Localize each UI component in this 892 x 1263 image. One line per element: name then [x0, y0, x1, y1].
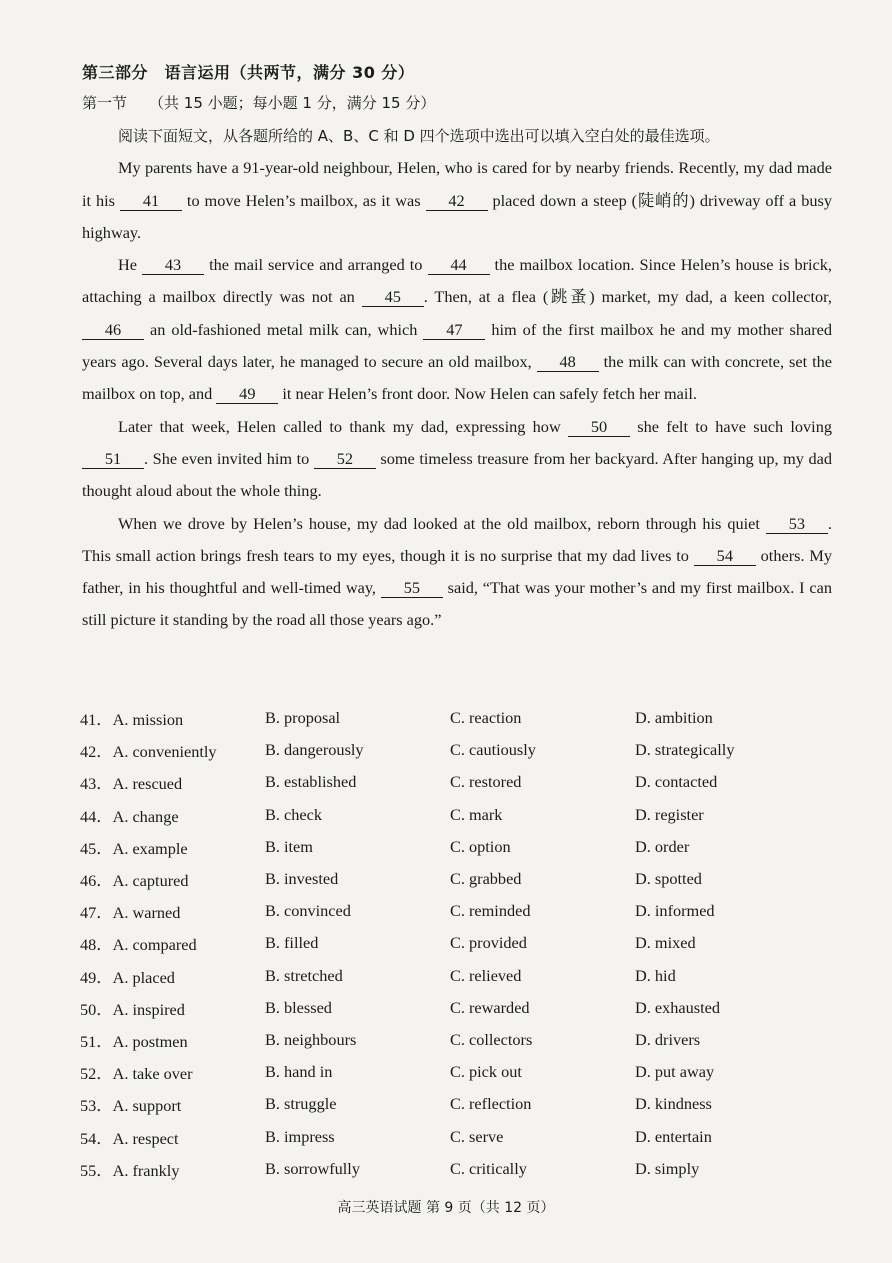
option-d: D. drivers — [635, 1029, 701, 1049]
option-a: 42．A. conveniently — [80, 742, 217, 762]
blank-53: 53 — [766, 515, 828, 534]
passage-text: Later that week, Helen called to thank my dad, expressing how — [118, 416, 568, 436]
option-d: D. kindness — [635, 1094, 712, 1114]
option-a: 53．A. support — [80, 1096, 182, 1116]
passage-text: to move Helen’s mailbox, as it was — [181, 190, 426, 210]
option-a: 48．A. compared — [80, 935, 197, 955]
option-d: D. exhausted — [635, 997, 720, 1017]
passage-text: When we drove by Helen’s house, my dad looked at the old mailbox, reborn through his quiet — [118, 513, 766, 533]
option-a: 50．A. inspired — [80, 999, 185, 1019]
question-49-options — [80, 960, 840, 992]
option-d: D. strategically — [635, 740, 735, 760]
page-footer: 高三英语试题 第 9 页（共 12 页） — [337, 1200, 555, 1216]
option-b: B. convinced — [265, 901, 351, 921]
option-a: 54．A. respect — [80, 1128, 179, 1148]
blank-44: 44 — [428, 256, 490, 275]
question-54-options — [80, 1120, 840, 1152]
question-55-options — [80, 1153, 840, 1185]
option-c: C. grabbed — [450, 869, 522, 889]
answer-options — [80, 702, 840, 1185]
option-b: B. invested — [265, 869, 339, 889]
option-a: 51．A. postmen — [80, 1031, 188, 1051]
option-c: C. collectors — [450, 1029, 533, 1049]
option-b: B. hand in — [265, 1062, 333, 1082]
option-a: 49．A. placed — [80, 967, 175, 987]
blank-45: 45 — [362, 288, 424, 307]
section-info: （共 15 小题；每小题 1 分，满分 15 分） — [149, 94, 436, 112]
option-a: 44．A. change — [80, 806, 179, 826]
option-c: C. restored — [450, 772, 522, 792]
passage-text: she felt to have such loving — [630, 416, 832, 436]
passage-text: said, “That was your mother’s and my first mailbox. I can still picture it standing by the road all those years ago.” — [82, 578, 832, 630]
option-c: C. option — [450, 836, 511, 856]
option-d: D. entertain — [635, 1126, 712, 1146]
instructions: 阅读下面短文，从各题所给的 A、B、C 和 D 四个选项中选出可以填入空白处的最佳选项。 — [118, 127, 720, 145]
question-47-options — [80, 895, 840, 927]
option-b: B. check — [265, 804, 322, 824]
option-c: C. critically — [450, 1158, 527, 1178]
option-b: B. blessed — [265, 997, 332, 1017]
option-d: D. put away — [635, 1062, 715, 1082]
question-45-options — [80, 831, 840, 863]
passage-text: the mail service and arranged to — [204, 255, 428, 275]
option-d: D. informed — [635, 901, 715, 921]
cloze-passage — [82, 120, 832, 637]
passage-paragraph-1 — [82, 152, 832, 249]
option-c: C. pick out — [450, 1062, 522, 1082]
passage-text: some timeless treasure from her backyard. After hanging up, my dad thought aloud about the whole thing. — [82, 448, 833, 501]
option-c: C. provided — [450, 933, 527, 953]
option-c: C. serve — [450, 1126, 504, 1146]
passage-paragraph-3 — [82, 411, 832, 508]
option-d: D. contacted — [635, 772, 718, 792]
option-a: 52．A. take over — [80, 1064, 193, 1084]
option-a: 46．A. captured — [80, 871, 189, 891]
option-b: B. struggle — [265, 1094, 337, 1114]
question-46-options — [80, 863, 840, 895]
passage-text: placed down a steep (陡峭的) driveway off a busy highway. — [82, 190, 832, 242]
option-d: D. hid — [635, 965, 676, 985]
section-label: 第一节 — [82, 94, 128, 112]
question-43-options — [80, 766, 840, 798]
passage-text: it near Helen’s front door. Now Helen can safely fetch her mail. — [278, 384, 697, 404]
passage-text: My parents have a 91-year-old neighbour, Helen, who is cared for by nearby friends. Recently, my dad made it his — [82, 158, 832, 210]
option-c: C. reaction — [450, 708, 522, 728]
option-a: 55．A. frankly — [80, 1160, 180, 1180]
blank-55: 55 — [381, 579, 443, 598]
option-b: B. dangerously — [265, 740, 364, 760]
option-b: B. sorrowfully — [265, 1158, 360, 1178]
option-c: C. reflection — [450, 1094, 532, 1114]
question-44-options — [80, 799, 840, 831]
option-c: C. cautiously — [450, 740, 536, 760]
option-a: 47．A. warned — [80, 903, 181, 923]
option-b: B. item — [265, 836, 313, 856]
question-52-options — [80, 1056, 840, 1088]
option-d: D. ambition — [635, 708, 713, 728]
blank-47: 47 — [423, 321, 485, 340]
blank-43: 43 — [142, 256, 204, 275]
blank-54: 54 — [694, 547, 756, 566]
option-c: C. rewarded — [450, 997, 530, 1017]
question-48-options — [80, 927, 840, 959]
question-41-options — [80, 702, 840, 734]
option-d: D. spotted — [635, 869, 702, 889]
passage-text: He — [118, 255, 143, 275]
passage-paragraph-2 — [82, 249, 832, 410]
blank-49: 49 — [216, 385, 278, 404]
option-d: D. register — [635, 804, 704, 824]
blank-46: 46 — [82, 321, 144, 340]
passage-text: . She even invited him to — [144, 448, 314, 468]
part-title: 第三部分 语言运用（共两节，满分 30 分） — [82, 63, 415, 82]
option-c: C. reminded — [450, 901, 531, 921]
passage-paragraph-4 — [82, 508, 832, 637]
option-b: B. established — [265, 772, 357, 792]
question-50-options — [80, 992, 840, 1024]
question-51-options — [80, 1024, 840, 1056]
blank-48: 48 — [537, 353, 599, 372]
option-b: B. stretched — [265, 965, 343, 985]
passage-text: an old-fashioned metal milk can, which — [144, 319, 424, 339]
passage-text: the mailbox location. Since Helen’s house is brick, attaching a mailbox directly was not an — [82, 255, 832, 307]
passage-text: the milk can with concrete, set the mailbox on top, and — [82, 352, 832, 404]
passage-text: him of the first mailbox he and my mother shared years ago. Several days later, he managed to secure an old mailbox, — [82, 319, 833, 372]
blank-50: 50 — [568, 418, 630, 437]
option-c: C. relieved — [450, 965, 522, 985]
blank-42: 42 — [426, 192, 488, 211]
passage-text: . This small action brings fresh tears to my eyes, though it is no surprise that my dad lives to — [82, 513, 832, 565]
option-a: 43．A. rescued — [80, 774, 183, 794]
question-53-options — [80, 1088, 840, 1120]
blank-41: 41 — [120, 192, 182, 211]
passage-text: . Then, at a flea (跳蚤) market, my dad, a keen collector, — [423, 287, 833, 307]
option-d: D. simply — [635, 1158, 700, 1178]
option-d: D. order — [635, 836, 690, 856]
question-42-options — [80, 734, 840, 766]
option-b: B. impress — [265, 1126, 335, 1146]
option-b: B. neighbours — [265, 1029, 357, 1049]
option-b: B. proposal — [265, 708, 341, 728]
section-title — [82, 92, 435, 113]
passage-text: others. My father, in his thoughtful and well-timed way, — [82, 545, 832, 598]
option-a: 41．A. mission — [80, 710, 184, 730]
blank-52: 52 — [314, 450, 376, 469]
blank-51: 51 — [82, 450, 144, 469]
option-c: C. mark — [450, 804, 503, 824]
option-a: 45．A. example — [80, 838, 188, 858]
option-d: D. mixed — [635, 933, 696, 953]
option-b: B. filled — [265, 933, 319, 953]
